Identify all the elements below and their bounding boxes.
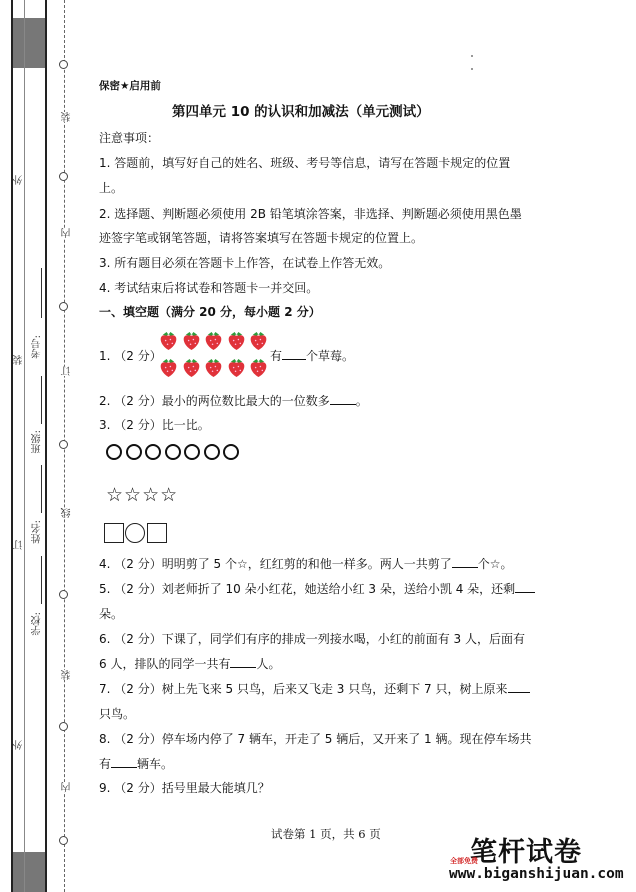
class-label: 班级: (32, 430, 43, 454)
q1-prefix: 1. （2 分） (99, 349, 162, 363)
q8-have: 有 (99, 757, 112, 771)
note-line-1: 1. 答题前，填写好自己的姓名、班级、考号等信息，请写在答题卡规定的位置 (99, 156, 511, 170)
strip-label-ding: 订 (14, 540, 25, 550)
circle-shape (204, 444, 220, 460)
q8-line-1: 8. （2 分）停车场内停了 7 辆车，开走了 5 辆后，又开来了 1 辆。现在停车场共 (99, 732, 532, 746)
cut-circle (59, 60, 68, 69)
cut-label-nei-1: 内 (62, 228, 73, 238)
q8-line-2 (99, 752, 173, 776)
q4-answer-blank[interactable] (452, 554, 478, 568)
cut-circle (59, 722, 68, 731)
cut-label-ding: 订 (62, 366, 73, 376)
exam-no-field[interactable] (41, 268, 42, 318)
strawberry-icon (227, 357, 246, 378)
strawberry-icon (182, 330, 201, 351)
name-label: 姓名: (32, 520, 43, 544)
cut-circle (59, 836, 68, 845)
q1-have: 有 (270, 349, 283, 363)
cut-circle (59, 302, 68, 311)
note-line-6: 4. 考试结束后将试卷和答题卡一并交回。 (99, 281, 319, 295)
school-field[interactable] (41, 556, 42, 604)
circle-shape (223, 444, 239, 460)
compare-circle[interactable] (125, 523, 145, 543)
cut-label-zhuang: 装 (62, 112, 73, 122)
strip-label-zhuang: 装 (14, 355, 25, 365)
class-field[interactable] (41, 376, 42, 424)
note-line-3: 2. 选择题、判断题必须使用 2B 铅笔填涂答案，非选择、判断题必须使用黑色墨 (99, 207, 522, 221)
section-heading: 一、填空题（满分 20 分，每小题 2 分） (99, 305, 321, 319)
q2-answer-blank[interactable] (330, 391, 356, 405)
q7-stem: 7. （2 分）树上先飞来 5 只鸟，后来又飞走 3 只鸟，还剩下 7 只，树上原来 (99, 682, 508, 696)
q1-answer-blank[interactable] (282, 346, 306, 360)
note-line-5: 3. 所有题目必须在答题卡上作答，在试卷上作答无效。 (99, 256, 391, 270)
q6-stem: 6 人，排队的同学一共有 (99, 657, 231, 671)
strip-label-wai-1: 外 (14, 175, 25, 185)
watermark-brand: 笔杆试卷 (470, 837, 582, 868)
strip-label-wai-2: 外 (14, 740, 25, 750)
answer-box-right[interactable] (147, 523, 167, 543)
q8-end: 辆车。 (137, 757, 174, 771)
q4-stem: 4. （2 分）明明剪了 5 个☆，红红剪的和他一样多。两人一共剪了 (99, 557, 452, 571)
q2-end: 。 (355, 394, 368, 408)
cut-circle (59, 172, 68, 181)
q8-answer-blank[interactable] (111, 754, 137, 768)
q3-text: 3. （2 分）比一比。 (99, 418, 210, 432)
strawberry-icon (159, 357, 178, 378)
q1-unit: 个草莓。 (306, 349, 355, 363)
q6-line-1: 6. （2 分）下课了，同学们有序的排成一列接水喝，小红的前面有 3 人，后面有 (99, 632, 525, 646)
cut-circle (59, 590, 68, 599)
notes-heading: 注意事项： (99, 131, 160, 145)
q2-text (99, 389, 368, 413)
q9-text: 9. （2 分）括号里最大能填几？ (99, 781, 270, 795)
note-line-4: 迹签字笔或钢笔答题，请将答案填写在答题卡规定的位置上。 (99, 231, 424, 245)
speck (471, 55, 473, 57)
q5-answer-blank[interactable] (515, 579, 535, 593)
circle-shape (184, 444, 200, 460)
school-label: 学校: (32, 612, 43, 636)
q6-line-2 (99, 652, 280, 676)
page-footer: 试卷第 1 页，共 6 页 (271, 827, 381, 841)
cut-label-zhuang-2: 装 (62, 670, 73, 680)
q2-stem: 2. （2 分）最小的两位数比最大的一位数多 (99, 394, 330, 408)
star-row: ☆☆☆☆ (106, 484, 179, 506)
q5-stem: 5. （2 分）刘老师折了 10 朵小红花，她送给小红 3 朵，送给小凯 4 朵，还剩 (99, 582, 516, 596)
circle-shape (106, 444, 122, 460)
speck (471, 68, 473, 70)
watermark-url: www.biganshijuan.com (449, 866, 624, 882)
strawberry-icon (249, 330, 268, 351)
q7-answer-blank[interactable] (508, 679, 530, 693)
q4-end: 个☆。 (477, 557, 513, 571)
binding-center-line (24, 0, 25, 892)
circle-shape (145, 444, 161, 460)
q1-text (270, 344, 354, 368)
q4-text (99, 552, 513, 576)
page-title: 第四单元 10 的认识和加减法（单元测试） (172, 104, 430, 120)
q5-text (99, 577, 535, 601)
cut-label-nei-2: 内 (62, 782, 73, 792)
cut-circle (59, 440, 68, 449)
q5-end: 朵。 (99, 607, 124, 621)
strawberry-icon (159, 330, 178, 351)
q7-text (99, 677, 530, 701)
strawberry-icon (227, 330, 246, 351)
strawberry-icon (182, 357, 201, 378)
strawberry-icon (204, 357, 223, 378)
strawberry-icon (204, 330, 223, 351)
confidential-mark: 保密★启用前 (99, 80, 161, 92)
strawberry-icon (249, 357, 268, 378)
answer-box-left[interactable] (104, 523, 124, 543)
cut-label-xian: 线 (62, 508, 73, 518)
name-field[interactable] (41, 465, 42, 513)
circle-shape (165, 444, 181, 460)
q7-end: 只鸟。 (99, 707, 136, 721)
exam-no-label: 考号: (32, 335, 43, 359)
q6-end: 人。 (256, 657, 281, 671)
note-line-2: 上。 (99, 181, 124, 195)
watermark-badge: 全部免费 (450, 857, 478, 865)
circle-shape (126, 444, 142, 460)
q6-answer-blank[interactable] (230, 654, 256, 668)
